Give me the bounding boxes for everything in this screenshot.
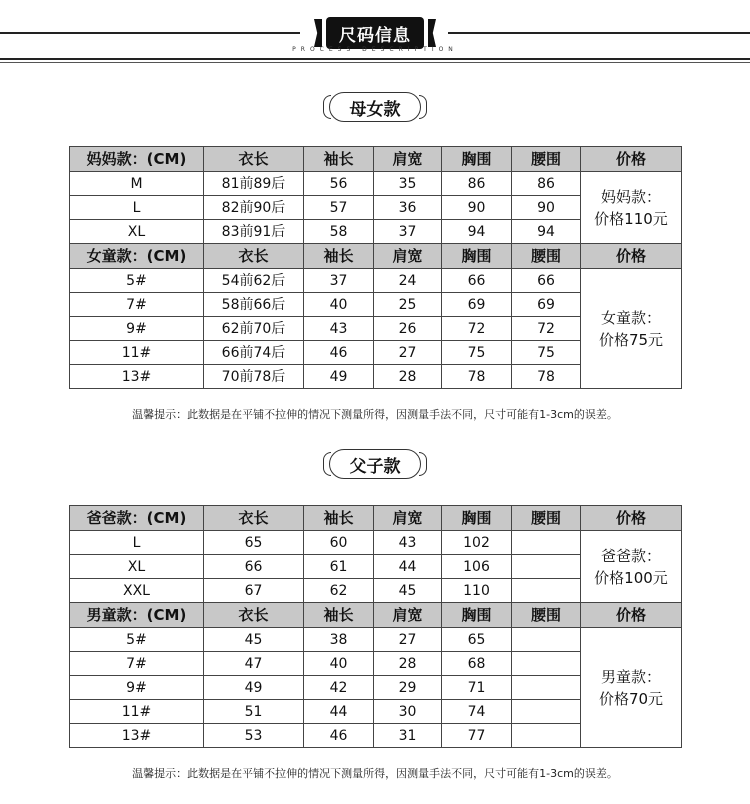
- value-cell: 90: [512, 196, 581, 220]
- value-cell: 28: [374, 652, 442, 676]
- value-cell: 83前91后: [204, 220, 304, 244]
- value-cell: 30: [374, 700, 442, 724]
- value-cell: 94: [442, 220, 512, 244]
- value-cell: 24: [374, 269, 442, 293]
- value-cell: 56: [304, 172, 374, 196]
- value-cell: 27: [374, 341, 442, 365]
- value-cell: 49: [304, 365, 374, 389]
- group-title: 男童款：(CM): [70, 603, 204, 628]
- value-cell: 37: [304, 269, 374, 293]
- value-cell: 53: [204, 724, 304, 748]
- column-header: 袖长: [304, 244, 374, 269]
- table-row: [70, 172, 682, 196]
- price-value: 价格100元: [594, 568, 668, 587]
- column-header: 肩宽: [374, 603, 442, 628]
- column-header: 胸围: [442, 506, 512, 531]
- value-cell: 26: [374, 317, 442, 341]
- size-cell: XL: [70, 220, 204, 244]
- value-cell: 70前78后: [204, 365, 304, 389]
- value-cell: 66: [204, 555, 304, 579]
- value-cell: 102: [442, 531, 512, 555]
- size-table-mother-daughter: [69, 146, 682, 389]
- value-cell: 78: [512, 365, 581, 389]
- value-cell: 66前74后: [204, 341, 304, 365]
- badge-notch-right: [428, 19, 436, 47]
- value-cell: 37: [374, 220, 442, 244]
- price-value: 价格70元: [598, 689, 664, 708]
- value-cell: 58前66后: [204, 293, 304, 317]
- column-header: 衣长: [204, 603, 304, 628]
- table-header-row: [70, 506, 682, 531]
- header-rule-right: [448, 32, 750, 34]
- price-label: 妈妈款：: [600, 187, 661, 206]
- size-cell: 5#: [70, 269, 204, 293]
- size-cell: 5#: [70, 628, 204, 652]
- column-header: 肩宽: [374, 244, 442, 269]
- value-cell: 27: [374, 628, 442, 652]
- value-cell: 31: [374, 724, 442, 748]
- value-cell: 29: [374, 676, 442, 700]
- column-header: 价格: [581, 603, 682, 628]
- column-header: 袖长: [304, 603, 374, 628]
- column-header: 价格: [581, 147, 682, 172]
- column-header: 衣长: [204, 506, 304, 531]
- value-cell: 72: [512, 317, 581, 341]
- page-title-badge: 尺码信息: [326, 17, 424, 49]
- group-title: 妈妈款：(CM): [70, 147, 204, 172]
- table-header-row: [70, 147, 682, 172]
- value-cell: 66: [442, 269, 512, 293]
- price-value: 价格110元: [594, 209, 668, 228]
- value-cell: 44: [304, 700, 374, 724]
- size-cell: 11#: [70, 341, 204, 365]
- value-cell: [512, 652, 581, 676]
- column-header: 肩宽: [374, 147, 442, 172]
- value-cell: 75: [512, 341, 581, 365]
- group-title: 爸爸款：(CM): [70, 506, 204, 531]
- value-cell: 40: [304, 293, 374, 317]
- table-header-row: [70, 244, 682, 269]
- value-cell: 65: [204, 531, 304, 555]
- value-cell: 106: [442, 555, 512, 579]
- value-cell: 38: [304, 628, 374, 652]
- value-cell: 86: [512, 172, 581, 196]
- section-tag-father-son: 父子款: [329, 449, 421, 479]
- value-cell: [512, 724, 581, 748]
- price-label: 男童款：: [600, 667, 661, 686]
- price-cell: [581, 531, 682, 603]
- header-rule-bottom-thin: [0, 62, 750, 63]
- value-cell: 46: [304, 341, 374, 365]
- size-cell: 7#: [70, 293, 204, 317]
- price-value: 价格75元: [598, 330, 664, 349]
- value-cell: 58: [304, 220, 374, 244]
- value-cell: 25: [374, 293, 442, 317]
- badge-notch-left: [314, 19, 322, 47]
- value-cell: 62前70后: [204, 317, 304, 341]
- value-cell: 51: [204, 700, 304, 724]
- value-cell: [512, 531, 581, 555]
- column-header: 价格: [581, 506, 682, 531]
- value-cell: 78: [442, 365, 512, 389]
- value-cell: 66: [512, 269, 581, 293]
- section-tag-mother-daughter: 母女款: [329, 92, 421, 122]
- value-cell: 42: [304, 676, 374, 700]
- value-cell: [512, 628, 581, 652]
- size-cell: 11#: [70, 700, 204, 724]
- value-cell: 43: [304, 317, 374, 341]
- size-cell: 9#: [70, 317, 204, 341]
- header-rule-bottom: [0, 58, 750, 60]
- table-header-row: [70, 603, 682, 628]
- size-cell: M: [70, 172, 204, 196]
- column-header: 价格: [581, 244, 682, 269]
- column-header: 腰围: [512, 147, 581, 172]
- size-cell: L: [70, 196, 204, 220]
- size-cell: XXL: [70, 579, 204, 603]
- column-header: 肩宽: [374, 506, 442, 531]
- value-cell: 61: [304, 555, 374, 579]
- price-label: 爸爸款：: [600, 546, 661, 565]
- column-header: 腰围: [512, 244, 581, 269]
- column-header: 胸围: [442, 603, 512, 628]
- value-cell: [512, 555, 581, 579]
- page-header: [0, 0, 750, 62]
- size-cell: 13#: [70, 365, 204, 389]
- value-cell: 35: [374, 172, 442, 196]
- value-cell: 69: [442, 293, 512, 317]
- size-table-father-son: [69, 505, 682, 748]
- value-cell: 67: [204, 579, 304, 603]
- value-cell: 60: [304, 531, 374, 555]
- value-cell: [512, 700, 581, 724]
- column-header: 腰围: [512, 603, 581, 628]
- value-cell: 46: [304, 724, 374, 748]
- value-cell: 47: [204, 652, 304, 676]
- column-header: 袖长: [304, 147, 374, 172]
- value-cell: 57: [304, 196, 374, 220]
- column-header: 袖长: [304, 506, 374, 531]
- size-cell: 9#: [70, 676, 204, 700]
- size-cell: 13#: [70, 724, 204, 748]
- value-cell: 74: [442, 700, 512, 724]
- value-cell: [512, 676, 581, 700]
- value-cell: 40: [304, 652, 374, 676]
- size-cell: 7#: [70, 652, 204, 676]
- price-cell: [581, 172, 682, 244]
- price-label: 女童款：: [600, 308, 661, 327]
- value-cell: 45: [204, 628, 304, 652]
- value-cell: 77: [442, 724, 512, 748]
- value-cell: 43: [374, 531, 442, 555]
- value-cell: 82前90后: [204, 196, 304, 220]
- column-header: 胸围: [442, 244, 512, 269]
- table-row: [70, 269, 682, 293]
- value-cell: 72: [442, 317, 512, 341]
- price-cell: [581, 269, 682, 389]
- page-subtitle: PROCESS DESCRIPTION: [292, 46, 458, 53]
- column-header: 衣长: [204, 244, 304, 269]
- value-cell: 94: [512, 220, 581, 244]
- value-cell: 36: [374, 196, 442, 220]
- value-cell: 62: [304, 579, 374, 603]
- value-cell: 90: [442, 196, 512, 220]
- value-cell: 75: [442, 341, 512, 365]
- value-cell: 69: [512, 293, 581, 317]
- value-cell: 49: [204, 676, 304, 700]
- column-header: 腰围: [512, 506, 581, 531]
- value-cell: 65: [442, 628, 512, 652]
- table-row: [70, 531, 682, 555]
- value-cell: 45: [374, 579, 442, 603]
- column-header: 衣长: [204, 147, 304, 172]
- value-cell: 68: [442, 652, 512, 676]
- value-cell: 28: [374, 365, 442, 389]
- value-cell: 44: [374, 555, 442, 579]
- value-cell: 86: [442, 172, 512, 196]
- price-cell: [581, 628, 682, 748]
- measurement-note: 温馨提示：此数据是在平铺不拉伸的情况下测量所得，因测量手法不同，尺寸可能有1-3cm的误差。: [132, 767, 618, 780]
- header-rule-left: [0, 32, 300, 34]
- value-cell: 54前62后: [204, 269, 304, 293]
- column-header: 胸围: [442, 147, 512, 172]
- value-cell: [512, 579, 581, 603]
- table-row: [70, 628, 682, 652]
- group-title: 女童款：(CM): [70, 244, 204, 269]
- measurement-note: 温馨提示：此数据是在平铺不拉伸的情况下测量所得，因测量手法不同，尺寸可能有1-3cm的误差。: [132, 408, 618, 421]
- value-cell: 81前89后: [204, 172, 304, 196]
- value-cell: 110: [442, 579, 512, 603]
- value-cell: 71: [442, 676, 512, 700]
- size-cell: L: [70, 531, 204, 555]
- size-cell: XL: [70, 555, 204, 579]
